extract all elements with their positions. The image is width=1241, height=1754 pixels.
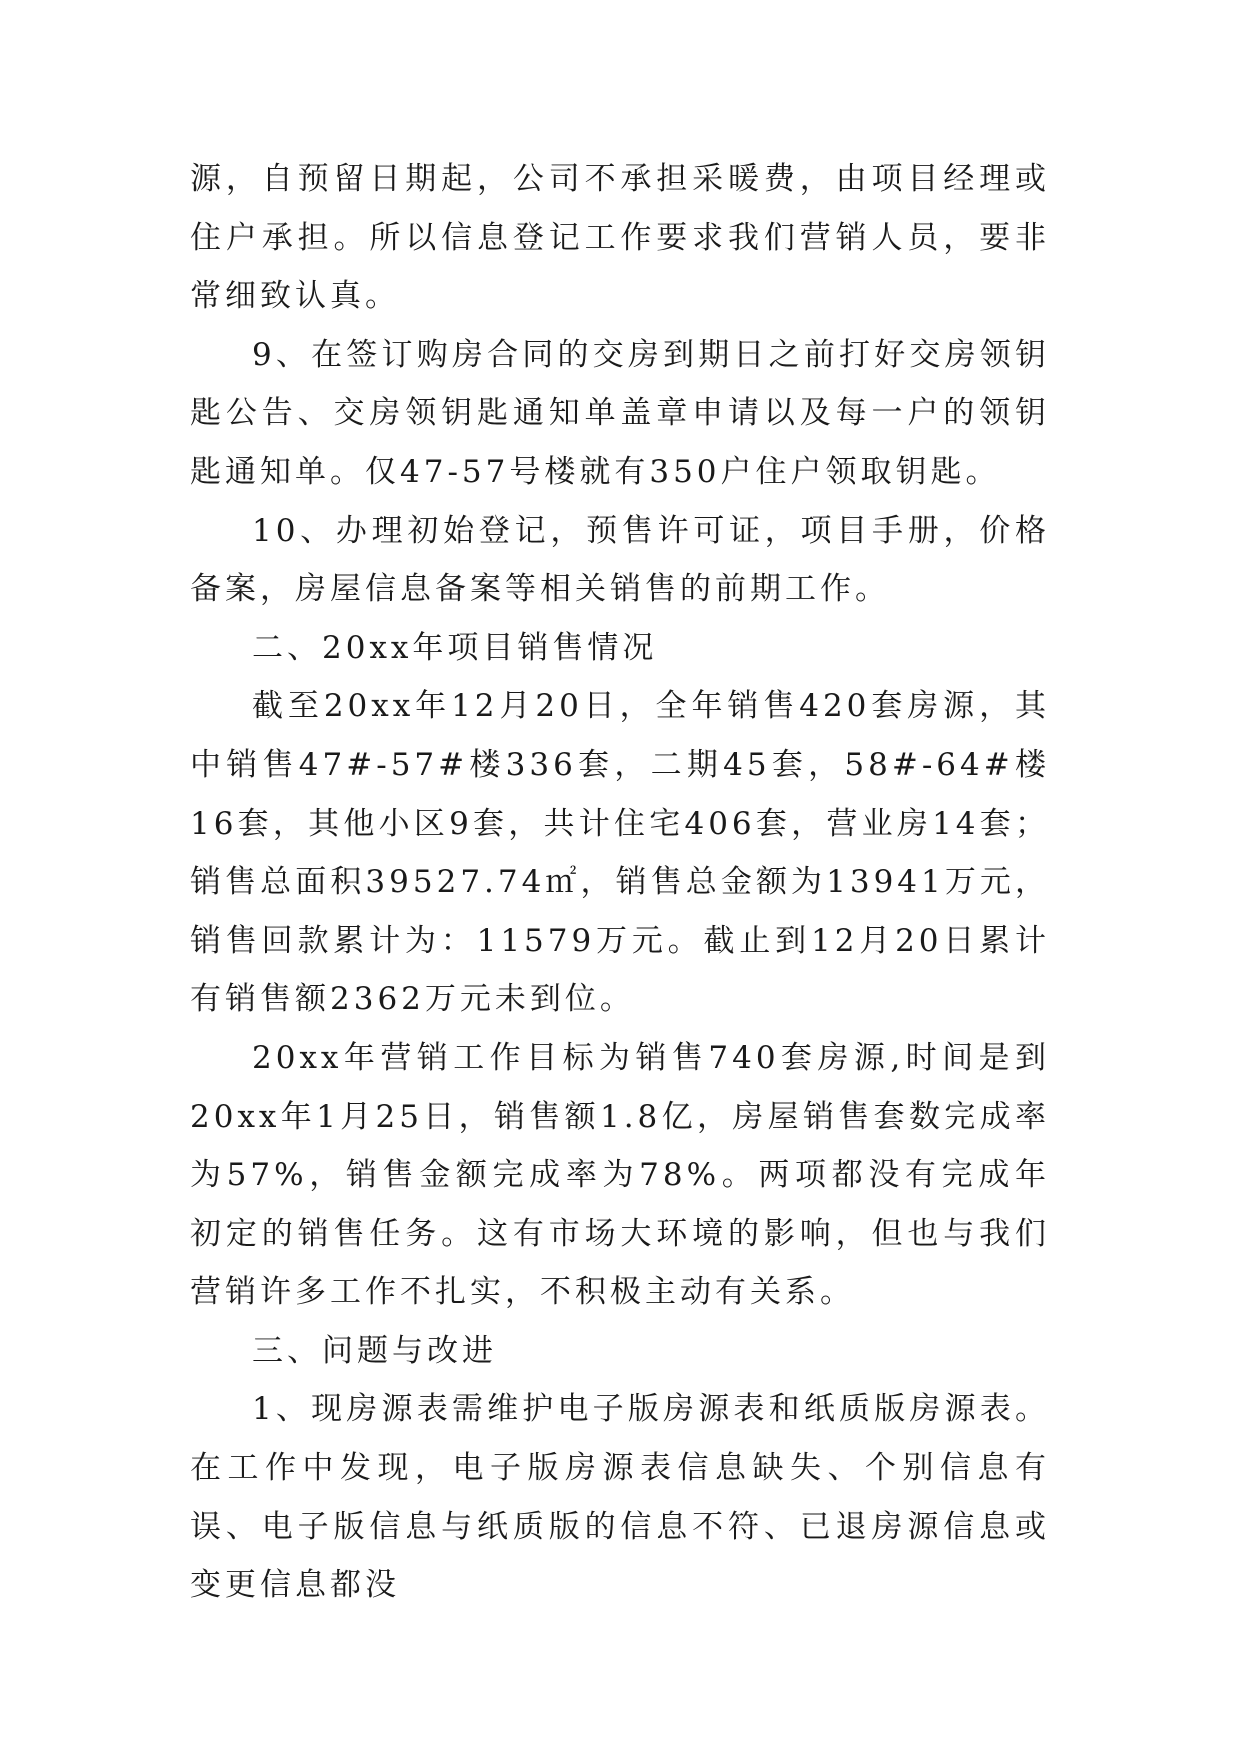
paragraph-continuation: 源，自预留日期起，公司不承担采暖费，由项目经理或住户承担。所以信息登记工作要求我们营销人员，要非常细致认真。 [190,161,1050,315]
paragraph-sales-summary: 截至20xx年12月20日，全年销售420套房源，其中销售47#-57#楼336套，二期45套，58#-64#楼16套，其他小区9套，共计住宅406套，营业房14套；销售总面积39527.74㎡，销售总金额为13941万元，销售回款累计为：11579万元。截止到12月20日累计有销售额2362万元未到位。 [190,688,1050,1018]
document-body [190,150,1050,1615]
section-heading-sales: 二、20xx年项目销售情况 [252,629,658,666]
paragraph-sales-target: 20xx年营销工作目标为销售740套房源,时间是到20xx年1月25日，销售额1.8亿，房屋销售套数完成率为57%，销售金额完成率为78%。两项都没有完成年初定的销售任务。这有市场大环境的影响，但也与我们营销许多工作不扎实，不积极主动有关系。 [190,1039,1050,1311]
paragraph-item-9: 9、在签订购房合同的交房到期日之前打好交房领钥匙公告、交房领钥匙通知单盖章申请以及每一户的领钥匙通知单。仅47-57号楼就有350户住户领取钥匙。 [190,336,1050,490]
paragraph-problem-1: 1、现房源表需维护电子版房源表和纸质版房源表。在工作中发现，电子版房源表信息缺失、个别信息有误、电子版信息与纸质版的信息不符、已退房源信息或变更信息都没 [190,1391,1050,1604]
section-heading-problems: 三、问题与改进 [252,1332,497,1369]
paragraph-item-10: 10、办理初始登记，预售许可证，项目手册，价格备案，房屋信息备案等相关销售的前期工作。 [190,512,1050,608]
